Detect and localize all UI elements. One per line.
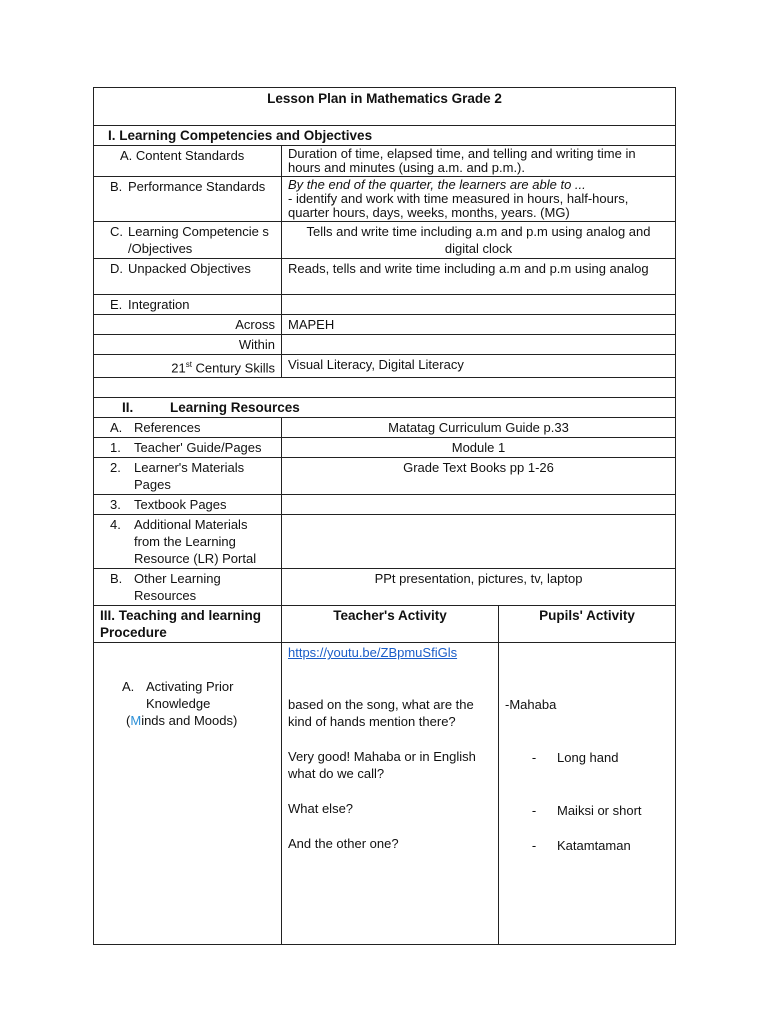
teacher-activity-cell — [282, 643, 499, 945]
resource-label-cell — [94, 438, 282, 458]
across-label: Across — [94, 315, 282, 335]
activity-label — [100, 678, 275, 712]
spacer-row — [94, 378, 676, 398]
content-standards-row — [94, 146, 676, 177]
resource-value: Grade Text Books pp 1-26 — [282, 458, 676, 495]
pupil-answer-3-text: Maiksi or short — [557, 803, 642, 819]
resource-value: Module 1 — [282, 438, 676, 458]
pupil-answer-3 — [505, 802, 669, 819]
resource-mark: 2. — [110, 460, 121, 476]
performance-standards-label — [110, 178, 275, 195]
section2-heading-row — [94, 398, 676, 418]
activity-row — [94, 643, 676, 945]
century-skills-value: Visual Literacy, Digital Literacy — [282, 355, 676, 378]
teacher-question-3: What else? — [288, 801, 354, 817]
page-title: Lesson Plan in Mathematics Grade 2 — [94, 88, 676, 126]
integration-value — [282, 295, 676, 315]
resource-row — [94, 458, 676, 495]
resource-label: Additional Materials from the Learning Resource (LR) Portal — [134, 517, 257, 567]
teacher-activity-header: Teacher's Activity — [282, 606, 499, 643]
resource-row — [94, 515, 676, 569]
pupil-answer-1: -Mahaba — [505, 697, 557, 713]
mm-accent: M — [130, 713, 142, 729]
competencies-cell — [94, 222, 282, 259]
dash: - — [531, 750, 537, 766]
mm-rest: inds and Moods) — [141, 713, 238, 729]
resource-label-cell — [94, 569, 282, 606]
unpacked-letter: D. — [110, 261, 123, 276]
mm-open: ( — [126, 713, 131, 729]
resource-label: Learner's Materials Pages — [134, 460, 245, 493]
section3-header-row — [94, 606, 676, 643]
unpacked-label — [110, 260, 275, 277]
century-prefix: 21 — [171, 360, 186, 376]
teacher-question-2: Very good! Mahaba or in English what do we call? — [288, 749, 476, 782]
content-standards-label: A. Content Standards — [94, 146, 282, 177]
resource-value — [282, 495, 676, 515]
integration-cell — [94, 295, 282, 315]
section1-heading-row — [94, 126, 676, 146]
unpacked-label-text: Unpacked Objectives — [128, 261, 251, 276]
within-row — [94, 335, 676, 355]
integration-letter: E. — [110, 297, 123, 312]
within-value — [282, 335, 676, 355]
integration-row — [94, 295, 676, 315]
century-label-text: Century Skills — [191, 360, 275, 376]
unpacked-row — [94, 259, 676, 295]
title-row — [94, 88, 676, 126]
resource-value: Matatag Curriculum Guide p.33 — [282, 418, 676, 438]
competencies-row — [94, 222, 676, 259]
teacher-question-1: based on the song, what are the kind of hands mention there? — [288, 697, 474, 730]
activity-letter: A. — [122, 679, 135, 695]
teacher-question-4: And the other one? — [288, 836, 399, 852]
century-skills-row — [94, 355, 676, 378]
activity-label-text: Activating Prior Knowledge — [146, 679, 234, 712]
resource-label: Teacher' Guide/Pages — [134, 440, 262, 456]
resource-row — [94, 569, 676, 606]
within-label: Within — [94, 335, 282, 355]
dash: - — [531, 838, 537, 854]
resource-mark: A. — [110, 420, 123, 436]
minds-and-moods — [100, 712, 275, 729]
performance-standards-value: - identify and work with time measured in hours, half-hours, quarter hours, days, weeks, months, years. (MG) — [288, 191, 629, 220]
resource-label-cell — [94, 458, 282, 495]
century-skills-label — [94, 355, 282, 378]
unpacked-value: Reads, tells and write time including a.m and p.m using analog — [282, 259, 676, 295]
performance-standards-value-cell — [282, 177, 676, 222]
performance-label-text: Performance Standards — [128, 179, 266, 194]
pupil-answer-4-text: Katamtaman — [557, 838, 631, 854]
performance-intro: By the end of the quarter, the learners are able to ... — [288, 177, 586, 192]
resource-mark: B. — [110, 571, 123, 587]
section1-heading: I. Learning Competencies and Objectives — [94, 126, 676, 146]
resource-label: References — [134, 420, 201, 436]
section3-heading: III. Teaching and learning Procedure — [94, 606, 282, 643]
resource-row — [94, 438, 676, 458]
resource-label-cell — [94, 418, 282, 438]
pupil-answer-2 — [505, 749, 669, 766]
across-row — [94, 315, 676, 335]
integration-label-text: Integration — [128, 297, 190, 312]
resource-mark: 3. — [110, 497, 121, 513]
integration-label — [110, 296, 275, 313]
pupils-activity-cell — [499, 643, 676, 945]
unpacked-cell — [94, 259, 282, 295]
resource-label-cell — [94, 515, 282, 569]
competencies-letter: C. — [110, 224, 123, 239]
section2-heading-text: Learning Resources — [170, 400, 300, 416]
section2-numeral: II. — [122, 400, 134, 416]
resource-label-cell — [94, 495, 282, 515]
competencies-label-text: Learning Competencie s /Objectives — [128, 224, 269, 256]
pupils-activity-header: Pupils' Activity — [499, 606, 676, 643]
competencies-label — [110, 223, 275, 257]
performance-letter: B. — [110, 179, 123, 194]
content-standards-value: Duration of time, elapsed time, and telling and writing time in hours and minutes (using a.m. and p.m.). — [282, 146, 676, 177]
competencies-value: Tells and write time including a.m and p.m using analog and digital clock — [282, 222, 676, 259]
spacer-cell — [94, 378, 676, 398]
lesson-plan-page — [93, 87, 675, 945]
dash: - — [531, 803, 537, 819]
across-value: MAPEH — [282, 315, 676, 335]
performance-standards-row — [94, 177, 676, 222]
resource-row — [94, 418, 676, 438]
century-sup: st — [185, 360, 192, 369]
pupil-answer-4 — [505, 837, 669, 854]
lesson-plan-table — [93, 87, 676, 945]
section2-heading — [94, 398, 676, 418]
resource-label: Other Learning Resources — [134, 571, 221, 604]
resource-value: PPt presentation, pictures, tv, laptop — [282, 569, 676, 606]
resource-row — [94, 495, 676, 515]
resource-mark: 4. — [110, 517, 121, 533]
pupil-answer-2-text: Long hand — [557, 750, 619, 766]
youtube-link[interactable]: https://youtu.be/ZBpmuSfiGls — [288, 645, 458, 661]
performance-standards-cell — [94, 177, 282, 222]
resource-mark: 1. — [110, 440, 121, 456]
resource-label: Textbook Pages — [134, 497, 227, 513]
resource-value — [282, 515, 676, 569]
activity-label-cell — [94, 643, 282, 945]
